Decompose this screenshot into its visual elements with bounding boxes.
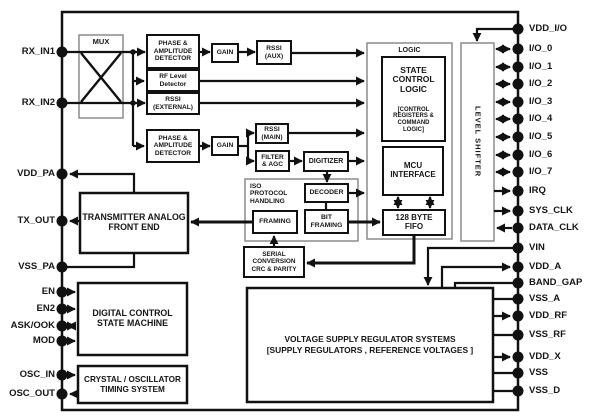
voltage-regulator-label: VOLTAGE SUPPLY REGULATOR SYSTEMS [SUPPLY REGULATORS , REFERENCE VOLTAGES ] <box>266 334 474 355</box>
phase-amp-detector-2-box <box>147 130 199 162</box>
tx-frontend-box <box>80 193 188 253</box>
pin-io-5 <box>513 132 524 143</box>
gain-1-label: GAIN <box>216 49 234 57</box>
pin-label-io-2: I/O_2 <box>529 78 553 89</box>
pin-label-io-5: I/O_5 <box>529 131 553 142</box>
pin-label-vin: VIN <box>529 242 545 253</box>
pin-vss-a <box>513 294 524 305</box>
pin-io-4 <box>513 114 524 125</box>
pin-vss-rf <box>513 330 524 341</box>
pin-label-en: EN <box>41 286 55 297</box>
pin-io-1 <box>513 62 524 73</box>
pin-label-io-6: I/O_6 <box>529 149 553 160</box>
pin-en2 <box>57 304 68 315</box>
serial-conversion-label: SERIAL CONVERSION CRC & PARITY <box>251 251 297 273</box>
pin-label-ask-ook: ASK/OOK <box>10 320 55 331</box>
pin-vdd-a <box>513 262 524 273</box>
pin-label-io-7: I/O_7 <box>529 166 553 177</box>
pin-label-io-1: I/O_1 <box>529 61 553 72</box>
pin-label-vss-rf: VSS_RF <box>529 329 566 340</box>
fifo-label: 128 BYTE FIFO <box>395 212 433 231</box>
pin-label-io-0: I/O_0 <box>529 43 553 54</box>
pin-tx-out <box>57 216 68 227</box>
filter-agc-box <box>256 151 289 171</box>
pin-ask-ook <box>57 321 68 332</box>
state-control-logic-sublabel: [CONTROL REGISTERS & COMMAND LOGIC] <box>393 106 434 133</box>
state-control-logic-box <box>382 57 445 141</box>
pin-label-irq: IRQ <box>529 185 546 196</box>
pin-sys-clk <box>513 206 524 217</box>
serial-conversion-box <box>244 247 304 277</box>
tx-frontend-label: TRANSMITTER ANALOG FRONT END <box>82 212 186 232</box>
pin-label-sys-clk: SYS_CLK <box>529 205 573 216</box>
junction-dot <box>130 49 136 55</box>
rf-level-detector-box <box>147 70 199 91</box>
pin-vdd-x <box>513 352 524 363</box>
gain-1-box <box>212 44 238 62</box>
pin-label-band-gap: BAND_GAP <box>529 277 583 288</box>
pin-label-tx-out: TX_OUT <box>17 215 55 226</box>
pin-mod <box>57 336 68 347</box>
pin-label-mod: MOD <box>32 335 55 346</box>
fifo-box <box>383 210 445 235</box>
crystal-oscillator-label: CRYSTAL / OSCILLATOR TIMING SYSTEM <box>84 375 181 394</box>
pin-label-osc-in: OSC_IN <box>19 369 55 380</box>
pin-label-rx-in2: RX_IN2 <box>21 97 55 108</box>
pin-label-vss: VSS <box>529 367 549 378</box>
bit-framing-box <box>305 210 348 233</box>
pin-label-vdd-a: VDD_A <box>529 261 562 272</box>
pin-label-vss-a: VSS_A <box>529 293 561 304</box>
phase-amp-detector-2-label: PHASE & AMPLITUDE DETECTOR <box>153 134 193 157</box>
pin-vss <box>513 368 524 379</box>
digitizer-label: DIGITIZER <box>308 157 344 165</box>
decoder-box <box>305 184 348 202</box>
digital-control-box <box>78 283 187 355</box>
decoder-label: DECODER <box>309 189 344 197</box>
pin-osc-out <box>57 389 68 400</box>
pin-label-vdd-io: VDD_I/O <box>529 23 568 34</box>
phase-amp-detector-1-label: PHASE & AMPLITUDE DETECTOR <box>153 40 193 63</box>
pin-vss-d <box>513 386 524 397</box>
phase-amp-detector-1-box <box>147 35 199 68</box>
pin-label-vdd-rf: VDD_RF <box>529 310 568 321</box>
pin-label-en2: EN2 <box>36 303 55 314</box>
pin-io-0 <box>513 44 524 55</box>
pin-io-3 <box>513 97 524 108</box>
pin-vss-pa <box>57 262 68 273</box>
pin-rx-in1 <box>57 47 68 58</box>
rssi-aux-box <box>257 41 291 64</box>
level-shifter-box <box>461 43 494 241</box>
pin-vdd-rf <box>513 311 524 322</box>
digital-control-label: DIGITAL CONTROL STATE MACHINE <box>92 308 173 328</box>
logic-label: LOGIC <box>398 46 421 54</box>
pin-label-vdd-x: VDD_X <box>529 351 561 362</box>
framing-box <box>253 211 297 233</box>
pin-io-7 <box>513 167 524 178</box>
pin-label-io-3: I/O_3 <box>529 96 553 107</box>
pin-en <box>57 287 68 298</box>
mcu-interface-box <box>383 147 443 195</box>
rssi-external-label: RSSI (EXTERNAL) <box>153 96 193 111</box>
pin-label-io-4: I/O_4 <box>529 113 553 124</box>
pin-vdd-pa <box>57 169 68 180</box>
pin-label-rx-in1: RX_IN1 <box>21 46 55 57</box>
rssi-aux-label: RSSI (AUX) <box>264 45 284 60</box>
mcu-interface-label: MCU INTERFACE <box>390 161 436 179</box>
pin-io-2 <box>513 79 524 90</box>
rssi-main-label: RSSI (MAIN) <box>261 126 283 141</box>
gain-2-label: GAIN <box>216 142 234 150</box>
rf-level-detector-label: RF Level Detector <box>159 73 187 88</box>
gain-2-box <box>212 137 238 155</box>
filter-agc-label: FILTER & AGC <box>261 153 284 168</box>
mux-label: MUX <box>92 36 110 46</box>
junction-dot <box>130 100 136 106</box>
pin-label-data-clk: DATA_CLK <box>529 222 579 233</box>
pin-vdd-io <box>513 24 524 35</box>
pin-data-clk <box>513 223 524 234</box>
framing-label: FRAMING <box>259 218 291 226</box>
level-shifter-label: LEVEL SHIFTER <box>473 106 483 178</box>
rssi-external-box <box>147 93 199 114</box>
pin-band-gap <box>513 278 524 289</box>
pin-io-6 <box>513 150 524 161</box>
pin-irq <box>513 186 524 197</box>
rssi-main-box <box>256 124 288 143</box>
crystal-oscillator-box <box>78 366 187 403</box>
pin-osc-in <box>57 370 68 381</box>
state-control-logic-label: STATE CONTROL LOGIC <box>392 64 435 94</box>
digitizer-box <box>304 152 348 171</box>
voltage-regulator-box <box>247 288 493 402</box>
bit-framing-label: BIT FRAMING <box>310 213 343 229</box>
pin-label-osc-out: OSC_OUT <box>9 388 55 399</box>
pin-vin <box>513 243 524 254</box>
iso-protocol-label: ISO PROTOCOL HANDLING <box>250 183 288 205</box>
pin-label-vss-d: VSS_D <box>529 385 561 396</box>
pin-rx-in2 <box>57 98 68 109</box>
pin-label-vss-pa: VSS_PA <box>18 261 55 272</box>
pin-label-vdd-pa: VDD_PA <box>17 168 55 179</box>
